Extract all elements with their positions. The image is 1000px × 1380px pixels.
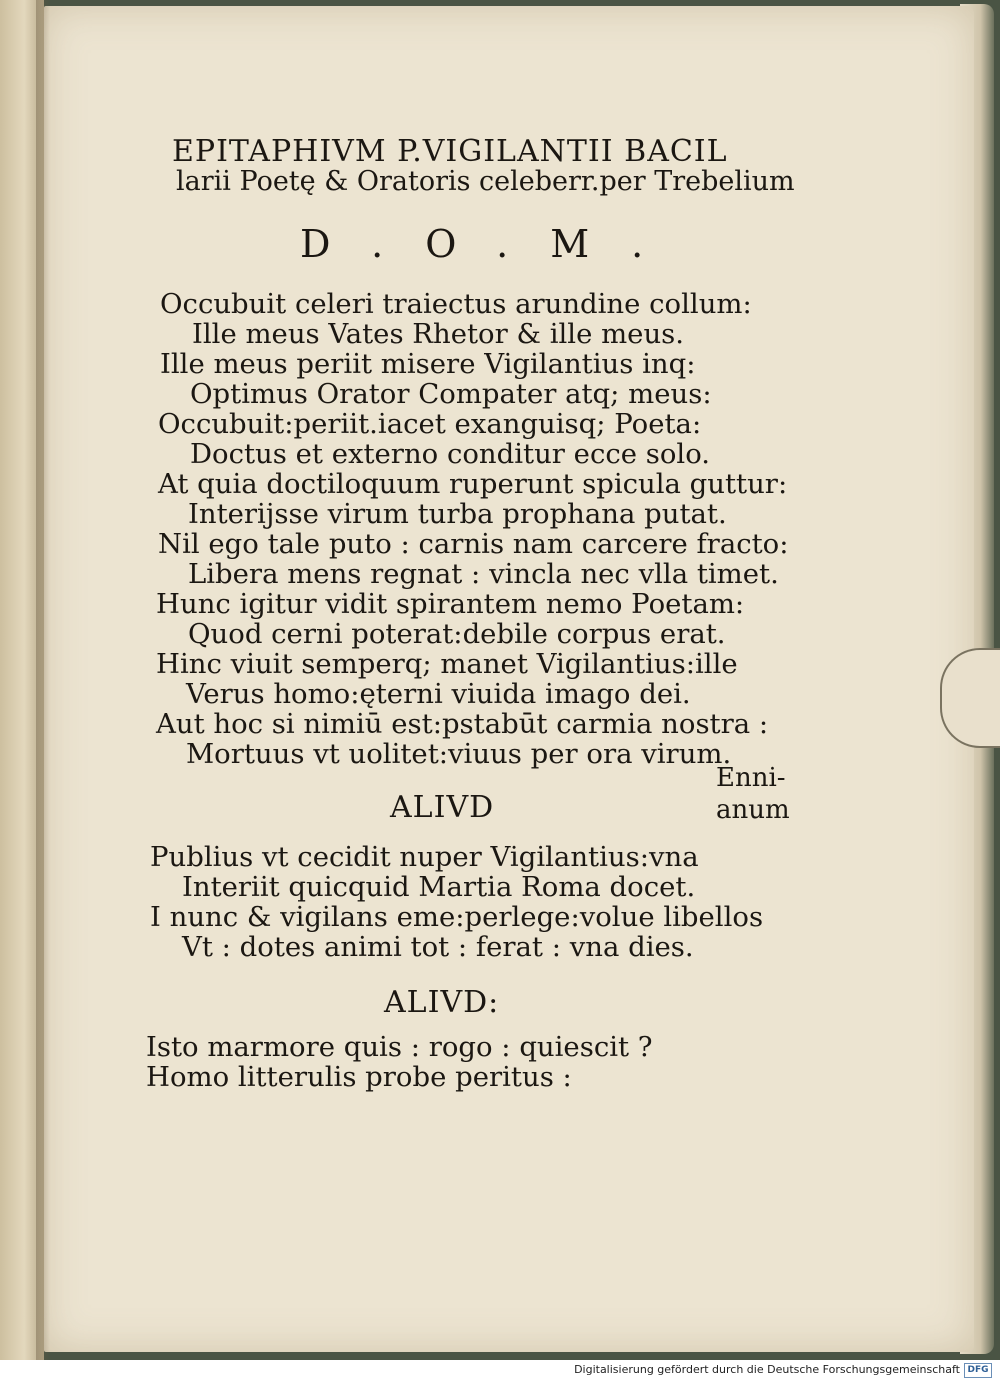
dfg-logo: DFG [964,1363,992,1378]
verse-line: At quia doctiloquum ruperunt spicula guttur: [158,468,788,500]
verse-line: Libera mens regnat : vincla nec vlla timet. [188,558,779,590]
verse-line: Vt : dotes animi tot : ferat : vna dies. [182,931,694,963]
verse-line: Quod cerni poterat:debile corpus erat. [188,618,726,650]
verse-line: Interijsse virum turba prophana putat. [188,498,727,530]
verse-line: Occubuit:periit.iacet exanguisq; Poeta: [158,408,702,440]
verse-line: Hinc viuit semperq; manet Vigilantius:ille [156,648,738,680]
verse-line: Doctus et externo conditur ecce solo. [190,438,711,470]
dedication: D.O.M. [300,222,686,266]
page-clip [940,648,1000,748]
verse-line: Verus homo:ęterni viuida imago dei. [186,678,691,710]
binding-gutter [36,0,50,1360]
verse-line: Nil ego tale puto : carnis nam carcere fracto: [158,528,789,560]
funding-credit: Digitalisierung gefördert durch die Deutsche Forschungsgemeinschaft [574,1363,960,1376]
verse-line: Ille meus Vates Rhetor & ille meus. [192,318,685,350]
verse-line: I nunc & vigilans eme:perlege:volue libellos [150,901,764,933]
verse-line: Ille meus periit misere Vigilantius inq: [160,348,696,380]
section-heading: ALIVD: [384,985,500,1020]
verse-line: Publius vt cecidit nuper Vigilantius:vna [150,841,699,873]
verse-line: Hunc igitur vidit spirantem nemo Poetam: [156,588,745,620]
epitaph-title: EPITAPHIVM P.VIGILANTII BACIL [172,134,728,169]
verse-line: Aut hoc si nimiū est:pstabūt carmia nostra : [156,708,769,740]
verse-line: Homo litterulis probe peritus : [146,1061,572,1093]
verse-line: Occubuit celeri traiectus arundine collum: [160,288,752,320]
verse-line: Optimus Orator Compater atq; meus: [190,378,712,410]
margin-note-line: anum [716,795,790,825]
section-heading: ALIVD [390,790,495,825]
verse-line: Isto marmore quis : rogo : quiescit ? [146,1031,653,1063]
margin-note [716,762,790,826]
epitaph-subtitle: larii Poetę & Oratoris celeberr.per Trebelium [176,166,795,197]
margin-note-line: Enni- [716,763,786,793]
verse-line: Mortuus vt uolitet:viuus per ora virum. [186,738,732,770]
verse-line: Interiit quicquid Martia Roma docet. [182,871,696,903]
